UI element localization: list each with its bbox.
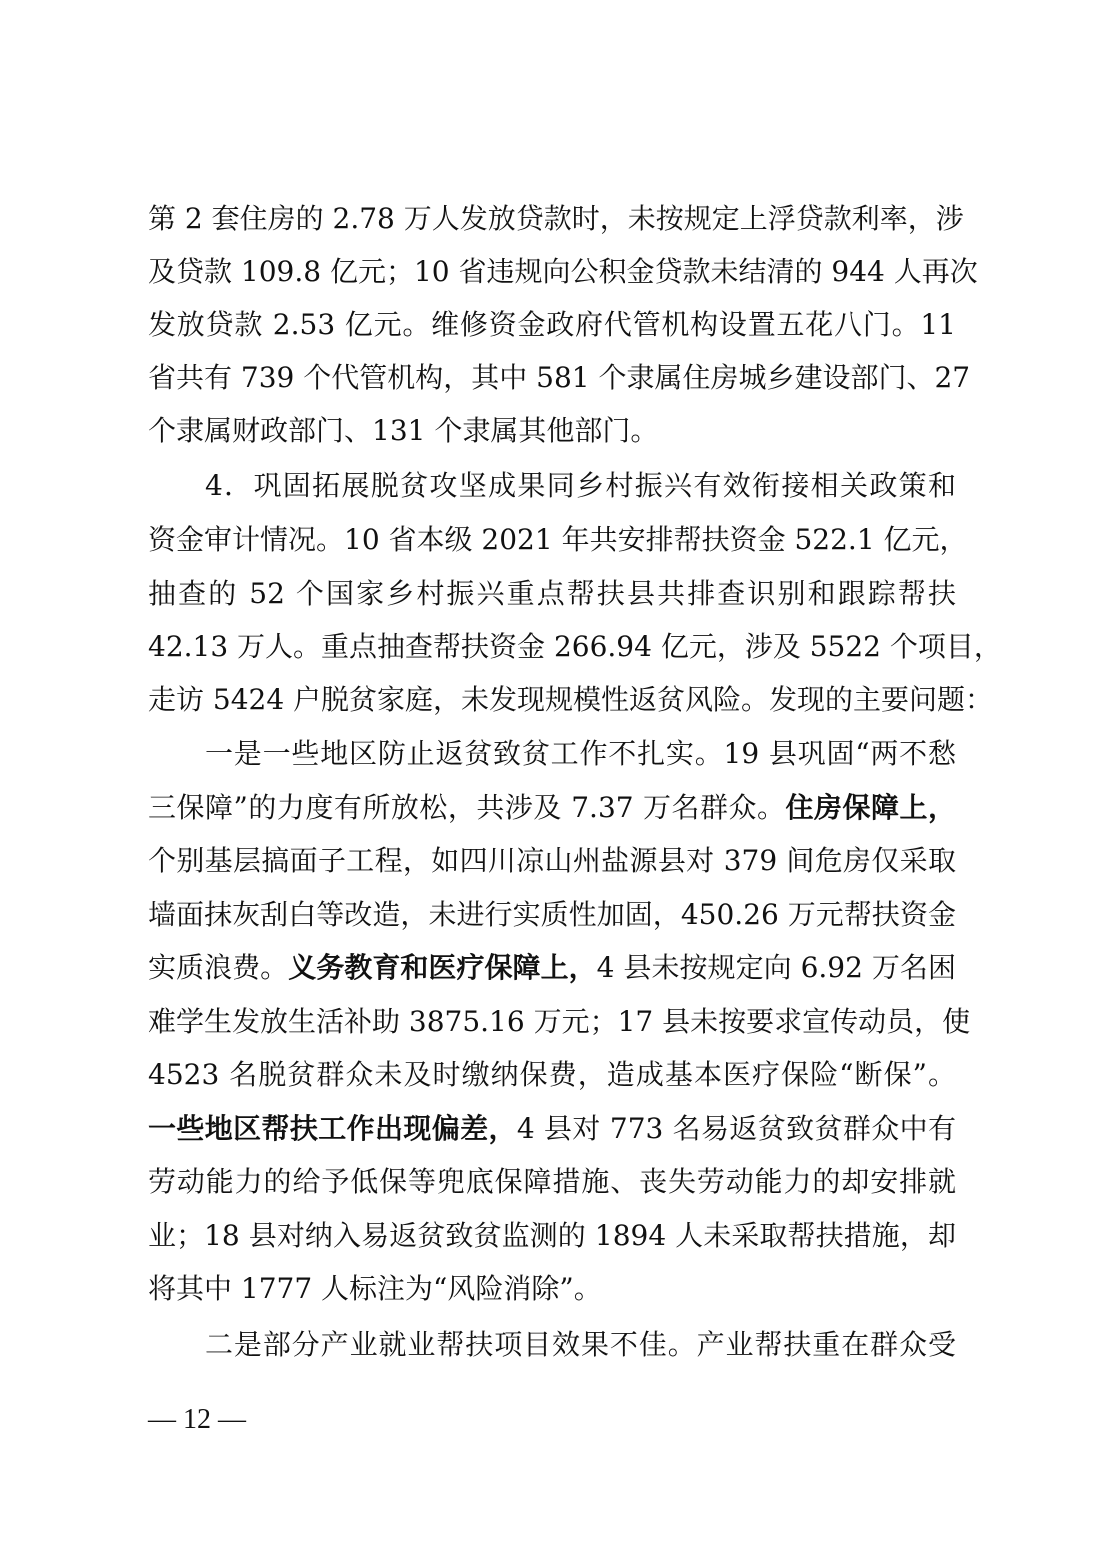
paragraph-line: 将其中 1777 人标注为“风险消除”。 bbox=[148, 1272, 602, 1305]
page-number: — 12 — bbox=[148, 1404, 246, 1435]
paragraph-line: 资金审计情况。10 省本级 2021 年共安排帮扶资金 522.1 亿元， bbox=[148, 523, 968, 556]
bold-emphasis: 一些地区帮扶工作出现偏差， bbox=[148, 1112, 517, 1145]
paragraph-line: 42.13 万人。重点抽查帮扶资金 266.94 亿元，涉及 5522 个项目， bbox=[148, 630, 1002, 663]
subheading-line: 二是部分产业就业帮扶项目效果不佳。产业帮扶重在群众受 bbox=[205, 1328, 956, 1361]
paragraph-line: 走访 5424 户脱贫家庭，未发现规模性返贫风险。发现的主要问题： bbox=[148, 683, 994, 716]
paragraph-line: 抽查的 52 个国家乡村振兴重点帮扶县共排查识别和跟踪帮扶 bbox=[148, 577, 956, 610]
bold-emphasis: 住房保障上， bbox=[785, 791, 956, 824]
section-heading-line: 4．巩固拓展脱贫攻坚成果同乡村振兴有效衔接相关政策和 bbox=[205, 469, 956, 502]
paragraph-line: 及贷款 109.8 亿元；10 省违规向公积金贷款未结清的 944 人再次 bbox=[148, 255, 978, 288]
text-run: 实质浪费。 bbox=[148, 951, 289, 984]
paragraph-line: 省共有 739 个代管机构，其中 581 个隶属住房城乡建设部门、27 bbox=[148, 361, 971, 394]
paragraph-line: 难学生发放生活补助 3875.16 万元；17 县未按要求宣传动员，使 bbox=[148, 1005, 971, 1038]
text-run: 4 县对 773 名易返贫致贫群众中有 bbox=[516, 1112, 956, 1145]
paragraph-line: 4523 名脱贫群众未及时缴纳保费，造成基本医疗保险“断保”。 bbox=[148, 1058, 956, 1091]
paragraph-line: 劳动能力的给予低保等兜底保障措施、丧失劳动能力的却安排就 bbox=[148, 1165, 956, 1198]
paragraph-line: 发放贷款 2.53 亿元。维修资金政府代管机构设置五花八门。11 bbox=[148, 308, 956, 341]
bold-emphasis: 义务教育和医疗保障上， bbox=[288, 951, 597, 984]
paragraph-line: 墙面抹灰刮白等改造，未进行实质性加固，450.26 万元帮扶资金 bbox=[148, 898, 956, 931]
paragraph-line bbox=[148, 1109, 956, 1149]
paragraph-line: 第 2 套住房的 2.78 万人发放贷款时，未按规定上浮贷款利率，涉 bbox=[148, 202, 964, 235]
paragraph-line: 业；18 县对纳入易返贫致贫监测的 1894 人未采取帮扶措施，却 bbox=[148, 1219, 956, 1252]
paragraph-line: 个隶属财政部门、131 个隶属其他部门。 bbox=[148, 414, 659, 447]
paragraph-line bbox=[148, 948, 956, 988]
text-run: 三保障”的力度有所放松，共涉及 7.37 万名群众。 bbox=[148, 791, 786, 824]
text-run: 4 县未按规定向 6.92 万名困 bbox=[596, 951, 956, 984]
paragraph-line bbox=[148, 788, 956, 828]
subheading-line: 一是一些地区防止返贫致贫工作不扎实。19 县巩固“两不愁 bbox=[205, 737, 956, 770]
paragraph-line: 个别基层搞面子工程，如四川凉山州盐源县对 379 间危房仅采取 bbox=[148, 844, 956, 877]
